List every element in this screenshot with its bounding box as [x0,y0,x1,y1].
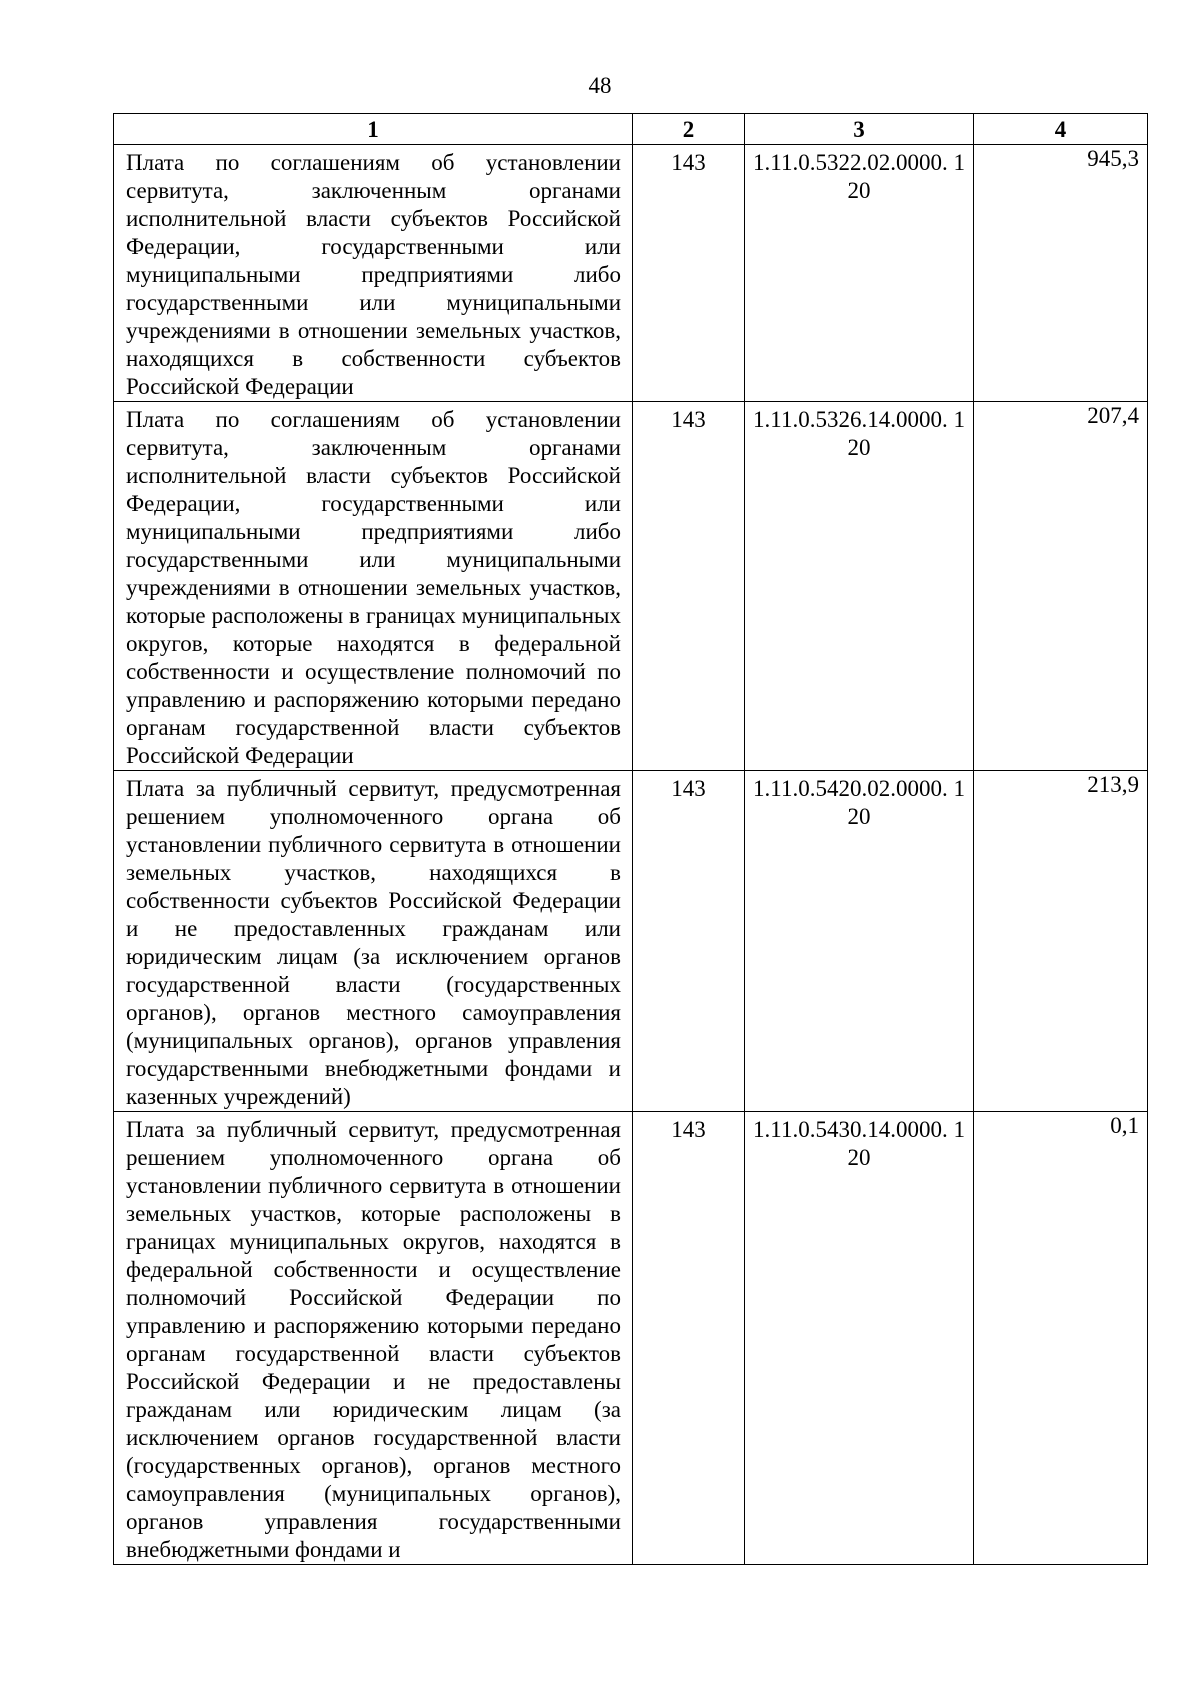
amount-value: 207,4 [974,402,1148,771]
budget-classification-code: 1.11.0.5420.02.0000. 120 [745,771,974,1112]
income-description: Плата за публичный сервитут, предусмотренная решением уполномоченного органа об установлении публичного сервитута в отношении земельных участков, находящихся в собственности субъектов Российской Федерации и не предоставленных гражданам или юридическим лицам (за исключением органов государственной власти (государственных органов), органов местного самоуправления (муниципальных органов), органов управления государственными внебюджетными фондами и казенных учреждений) [114,771,633,1112]
header-row [114,114,1148,145]
revenue-table [113,113,1148,1565]
amount-value: 0,1 [974,1112,1148,1565]
administrator-code: 143 [633,402,745,771]
column-header-1: 1 [114,114,633,145]
column-header-4: 4 [974,114,1148,145]
table-row [114,1112,1148,1565]
income-description: Плата по соглашениям об установлении сервитута, заключенным органами исполнительной власти субъектов Российской Федерации, государственными или муниципальными предприятиями либо государственными или муниципальными учреждениями в отношении земельных участков, находящихся в собственности субъектов Российской Федерации [114,145,633,402]
income-description: Плата за публичный сервитут, предусмотренная решением уполномоченного органа об установлении публичного сервитута в отношении земельных участков, которые расположены в границах муниципальных округов, находятся в федеральной собственности и осуществление полномочий Российской Федерации по управлению и распоряжению которыми передано органам государственной власти субъектов Российской Федерации и не предоставлены гражданам или юридическим лицам (за исключением органов государственной власти (государственных органов), органов местного самоуправления (муниципальных органов), органов управления государственными внебюджетными фондами и [114,1112,633,1565]
amount-value: 945,3 [974,145,1148,402]
table-row [114,145,1148,402]
administrator-code: 143 [633,771,745,1112]
administrator-code: 143 [633,1112,745,1565]
budget-classification-code: 1.11.0.5326.14.0000. 120 [745,402,974,771]
column-header-2: 2 [633,114,745,145]
administrator-code: 143 [633,145,745,402]
column-header-3: 3 [745,114,974,145]
amount-value: 213,9 [974,771,1148,1112]
table-row [114,402,1148,771]
page-number: 48 [588,73,612,98]
table-row [114,771,1148,1112]
budget-classification-code: 1.11.0.5322.02.0000. 120 [745,145,974,402]
budget-classification-code: 1.11.0.5430.14.0000. 120 [745,1112,974,1565]
income-description: Плата по соглашениям об установлении сервитута, заключенным органами исполнительной власти субъектов Российской Федерации, государственными или муниципальными предприятиями либо государственными или муниципальными учреждениями в отношении земельных участков, которые расположены в границах муниципальных округов, которые находятся в федеральной собственности и осуществление полномочий по управлению и распоряжению которыми передано органам государственной власти субъектов Российской Федерации [114,402,633,771]
